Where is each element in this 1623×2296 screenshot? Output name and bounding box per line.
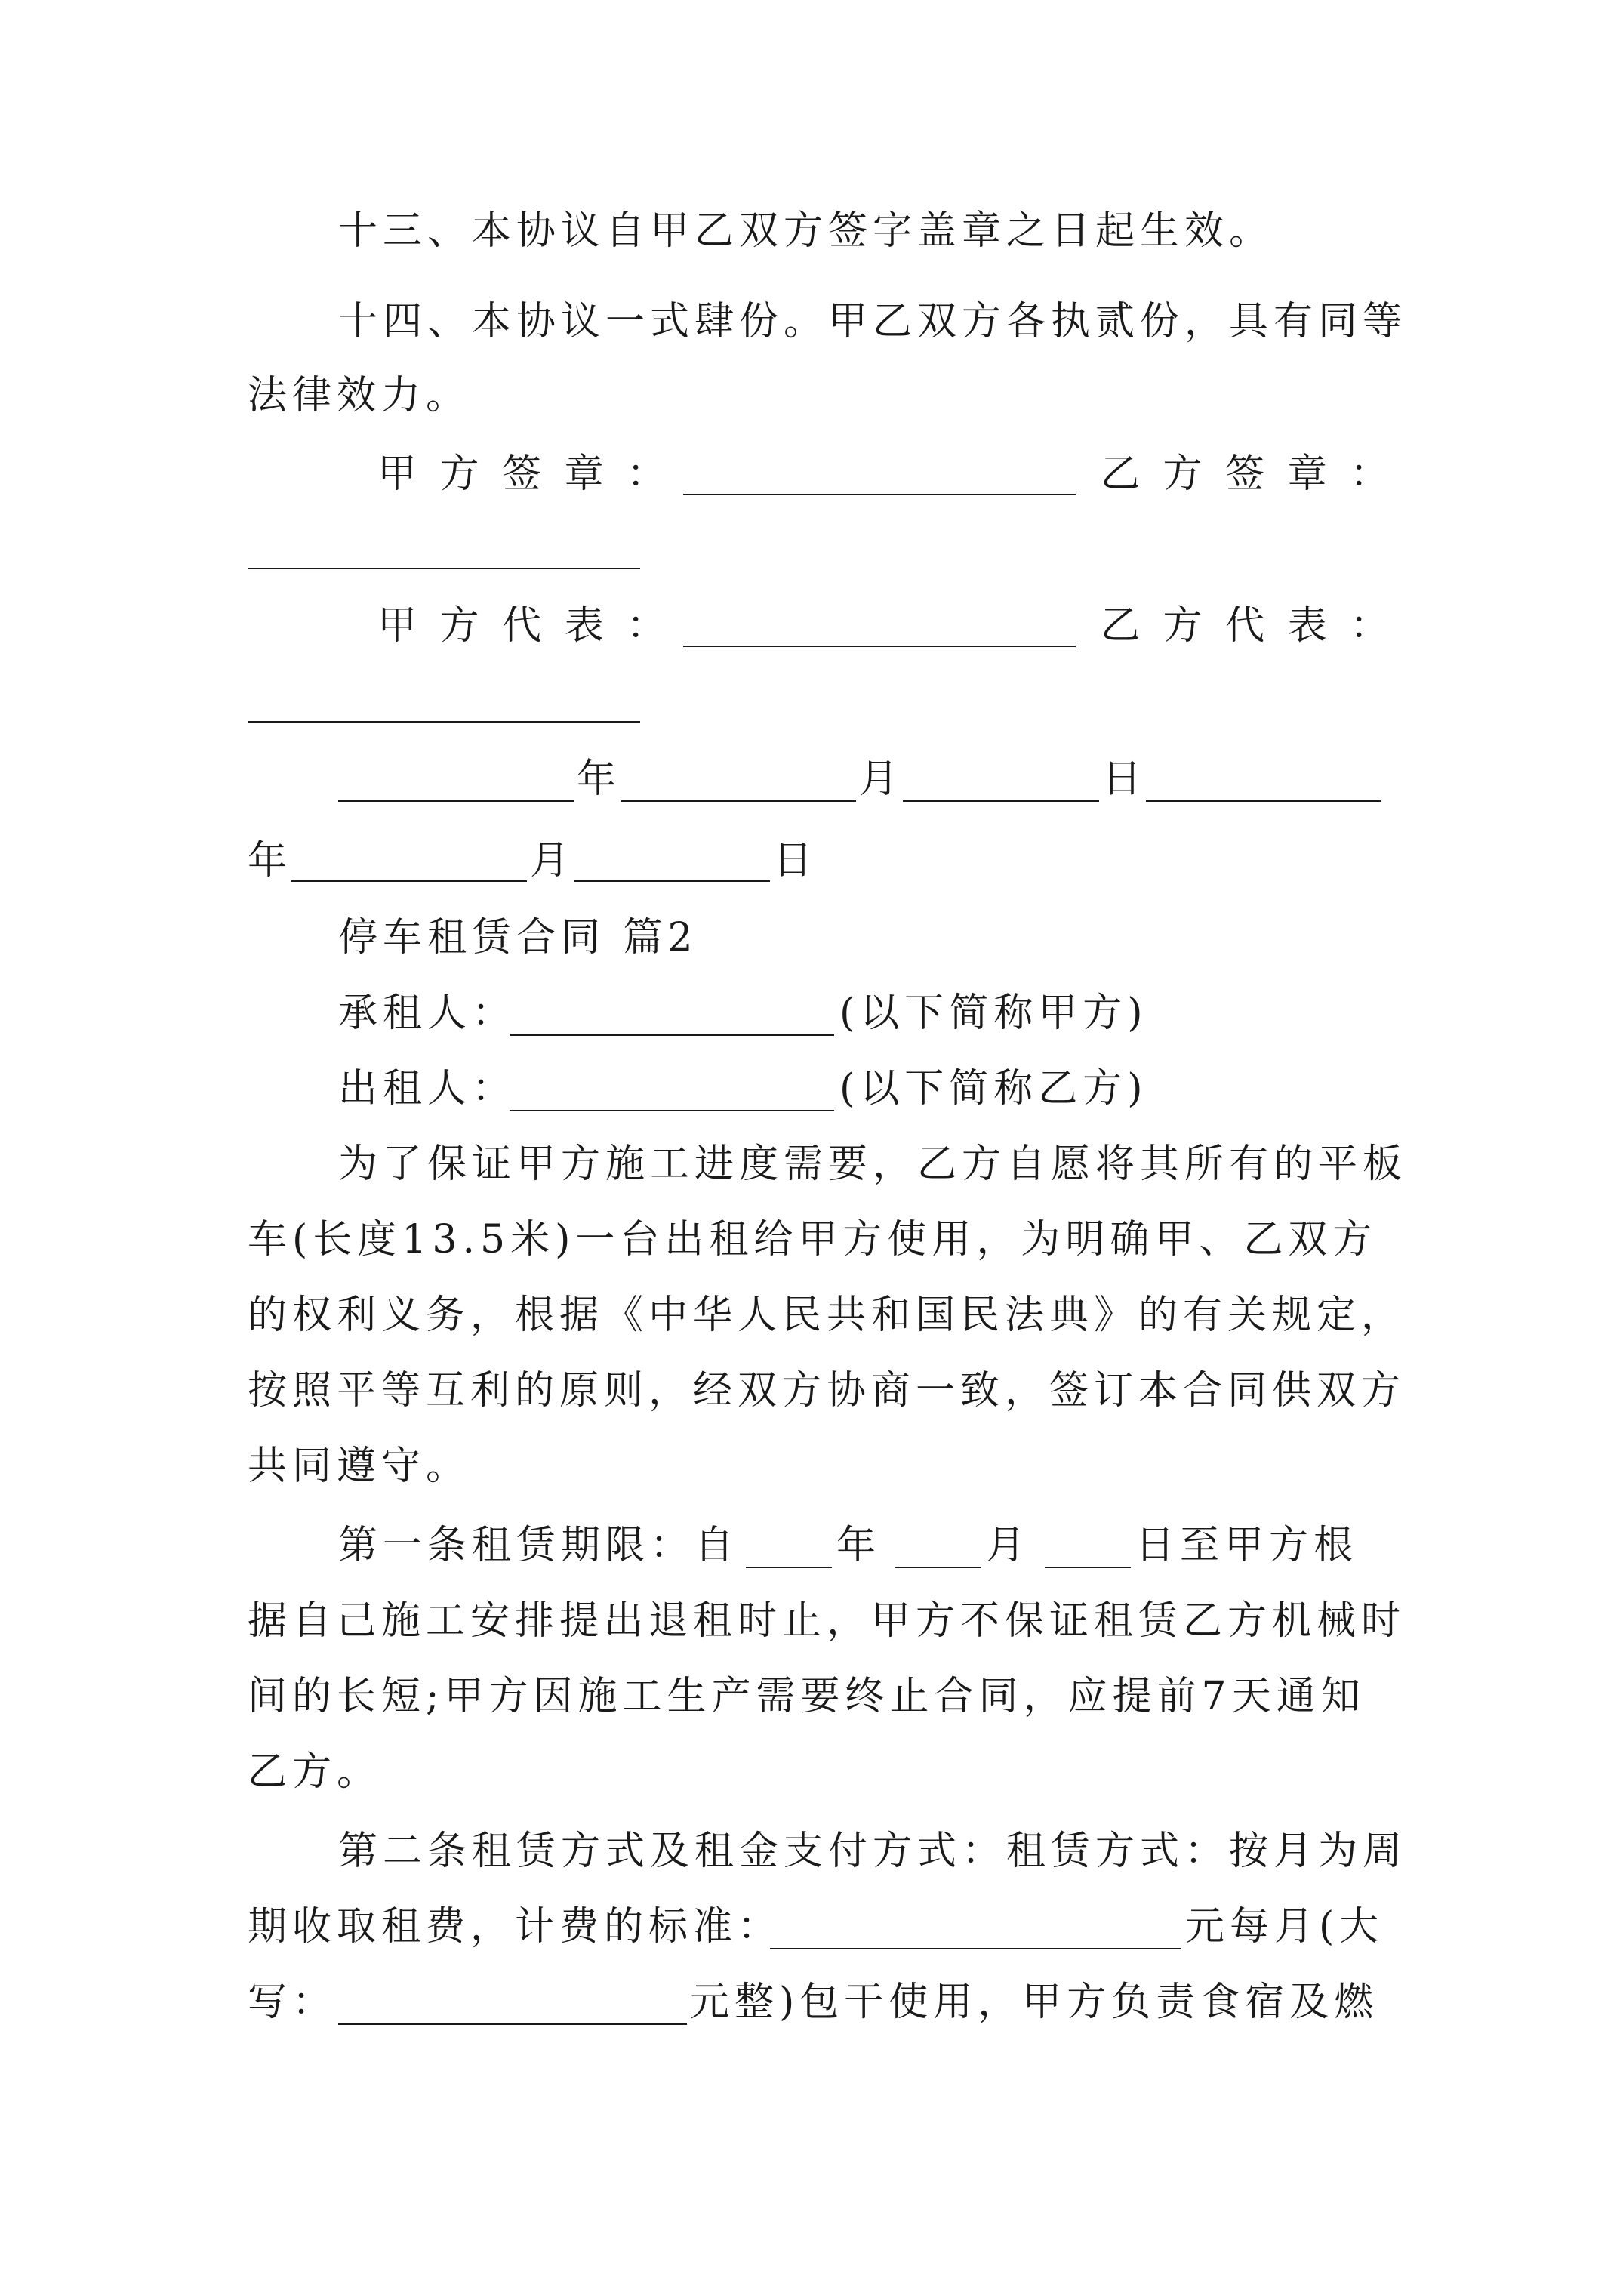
article1-year-blank [746,1567,832,1568]
party-b-date-month-blank [291,880,527,882]
party-b-rep-blank [248,721,640,723]
intro-line-5: 共同遵守。 [248,1444,471,1489]
party-b-seal-label: 乙 方 签 章 ： [1101,451,1395,497]
party-b-date-year: 年 [248,838,293,883]
party-a-date-day: 日 [1102,757,1147,802]
party-b-seal-blank [248,568,640,569]
party-b-date-month: 月 [530,838,575,883]
article2-line-3-prefix: 写： [248,1980,337,2025]
party-a-date-day-blank [903,800,1099,802]
party-b-date-year-blank [1146,800,1381,802]
article2-line-2-suffix: 元每月(大 [1185,1904,1384,1949]
article1-line-3: 间的长短;甲方因施工生产需要终止合同，应提前7天通知 [248,1674,1366,1719]
intro-line-4: 按照平等互利的原则，经双方协商一致，签订本合同供双方 [248,1368,1406,1413]
intro-line-3: 的权利义务，根据《中华人民共和国民法典》的有关规定， [248,1293,1406,1338]
contract2-title: 停车租赁合同 篇2 [338,915,698,960]
article1-month-blank [895,1567,981,1568]
party-a-rep-blank [683,646,1076,647]
article2-line-2-prefix: 期收取租费，计费的标准： [248,1904,783,1949]
lessor-label: 出租人： [338,1066,517,1111]
party-a-date-year: 年 [577,757,622,802]
party-b-date-day: 日 [773,838,818,883]
party-a-date-year-blank [338,800,574,802]
article1-month: 月 [986,1523,1031,1568]
party-a-seal-label: 甲 方 签 章 ： [377,451,672,497]
party-a-date-month-blank [621,800,856,802]
intro-line-2: 车(长度13.5米)一台出租给甲方使用，为明确甲、乙双方 [248,1217,1378,1262]
party-b-date-day-blank [574,880,770,882]
clause-13: 十三、本协议自甲乙双方签字盖章之日起生效。 [338,208,1274,254]
lessor-suffix: (以下简称乙方) [839,1066,1148,1111]
party-a-seal-blank [683,494,1076,495]
article2-line-3-suffix: 元整)包干使用，甲方负责食宿及燃 [690,1980,1379,2025]
monthly-fee-blank [770,1948,1181,1949]
article1-year: 年 [836,1523,882,1568]
clause-14-line1: 十四、本协议一式肆份。甲乙双方各执贰份，具有同等 [338,299,1408,344]
party-b-rep-label: 乙 方 代 表 ： [1101,603,1395,649]
party-a-rep-label: 甲 方 代 表 ： [377,603,672,649]
article1-line-2: 据自己施工安排提出退租时止，甲方不保证租赁乙方机械时 [248,1598,1406,1644]
article1-prefix: 第一条租赁期限：自 [338,1523,740,1568]
party-a-date-month: 月 [859,757,904,802]
article1-day-blank [1045,1567,1131,1568]
fee-in-words-blank [338,2023,687,2025]
article2-line-1: 第二条租赁方式及租金支付方式：租赁方式：按月为周 [338,1829,1408,1874]
intro-line-1: 为了保证甲方施工进度需要，乙方自愿将其所有的平板 [338,1142,1408,1187]
article1-day-tail: 日至甲方根 [1135,1523,1359,1568]
lessee-label: 承租人： [338,991,517,1036]
clause-14-line2: 法律效力。 [248,373,471,418]
lessee-blank [510,1034,834,1036]
article1-line-4: 乙方。 [248,1749,382,1795]
lessor-blank [510,1110,834,1111]
lessee-suffix: (以下简称甲方) [839,991,1148,1036]
